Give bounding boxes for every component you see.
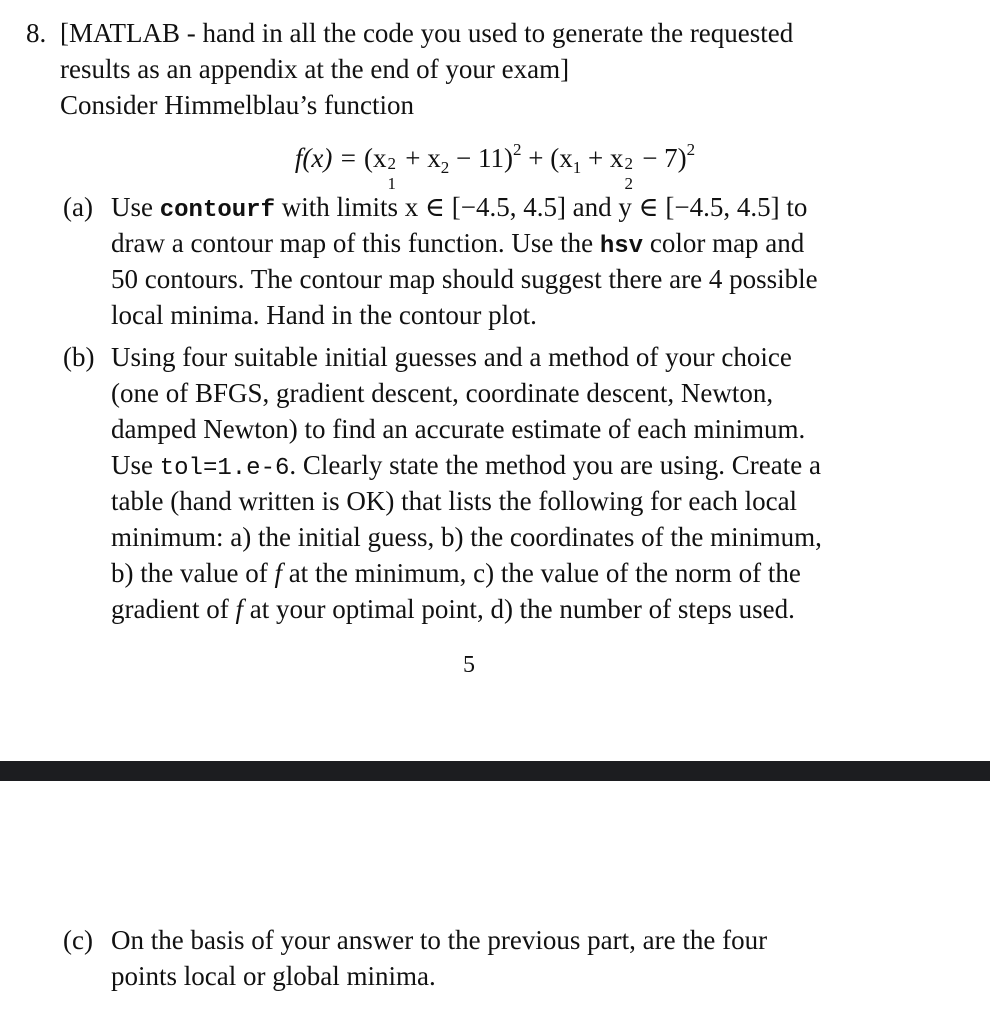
formula-sub-1: 1 (572, 158, 582, 177)
formula-minus-11: − 11) (449, 143, 513, 173)
part-b-line-7: b) the value of f at the minimum, c) the value of the norm of the (111, 558, 801, 588)
formula-plus-x-2: + x (581, 143, 624, 173)
part-b-line-2: (one of BFGS, gradient descent, coordinate descent, Newton, (111, 378, 774, 408)
himmelblau-formula: f(x) = (x 2 1 + $x_2 - 11)^2 + (x_1 + x$ 2 2 − 7)$^2$ (294, 140, 696, 193)
part-a-line-4: local minima. Hand in the contour plot. (111, 300, 537, 330)
part-b-line-1: Using four suitable initial guesses and a method of your choice (111, 342, 792, 372)
part-b-line-5: table (hand written is OK) that lists the following for each local (111, 486, 798, 516)
formula-term-open: (x (364, 143, 387, 173)
part-a-line-3: 50 contours. The contour map should suggest there are 4 possible (111, 264, 818, 294)
code-hsv: hsv (599, 233, 644, 260)
part-a-label: (a) (63, 192, 93, 222)
question-intro: Consider Himmelblau’s function (60, 90, 414, 120)
page-number: 5 (463, 652, 475, 678)
code-contourf: contourf (159, 197, 275, 224)
formula-sub-2: 2 (440, 158, 450, 177)
part-a-line-2: draw a contour map of this function. Use the hsv color map and (111, 228, 805, 260)
formula-plus-x: + x (398, 143, 441, 173)
formula-minus-7: − 7) (635, 143, 687, 173)
formula-plus-open: + (x (521, 143, 573, 173)
part-b-line-8: gradient of f at your optimal point, d) the number of steps used. (111, 594, 795, 624)
formula-lhs: f(x) = (294, 143, 365, 173)
part-a-line-1: Use contourf with limits x ∈ [−4.5, 4.5] and y ∈ [−4.5, 4.5] to (111, 192, 808, 224)
part-c-line-2: points local or global minima. (111, 961, 436, 991)
question-number: 8. (26, 18, 47, 48)
page-divider (0, 761, 990, 781)
formula-sq-1: 2 (512, 140, 522, 159)
part-c-label: (c) (63, 925, 93, 955)
code-tol: tol=1.e-6 (159, 455, 290, 482)
question-header-line-2: results as an appendix at the end of your exam] (60, 54, 570, 84)
question-header-line-1: [MATLAB - hand in all the code you used to generate the requested (60, 18, 794, 48)
part-b-line-6: minimum: a) the initial guess, b) the coordinates of the minimum, (111, 522, 822, 552)
formula-sq-2: 2 (686, 140, 696, 159)
part-c-line-1: On the basis of your answer to the previous part, are the four (111, 925, 768, 955)
part-b-label: (b) (63, 342, 95, 372)
part-b-line-4: Use tol=1.e-6. Clearly state the method you are using. Create a (111, 450, 821, 482)
part-b-line-3: damped Newton) to find an accurate estimate of each minimum. (111, 414, 806, 444)
